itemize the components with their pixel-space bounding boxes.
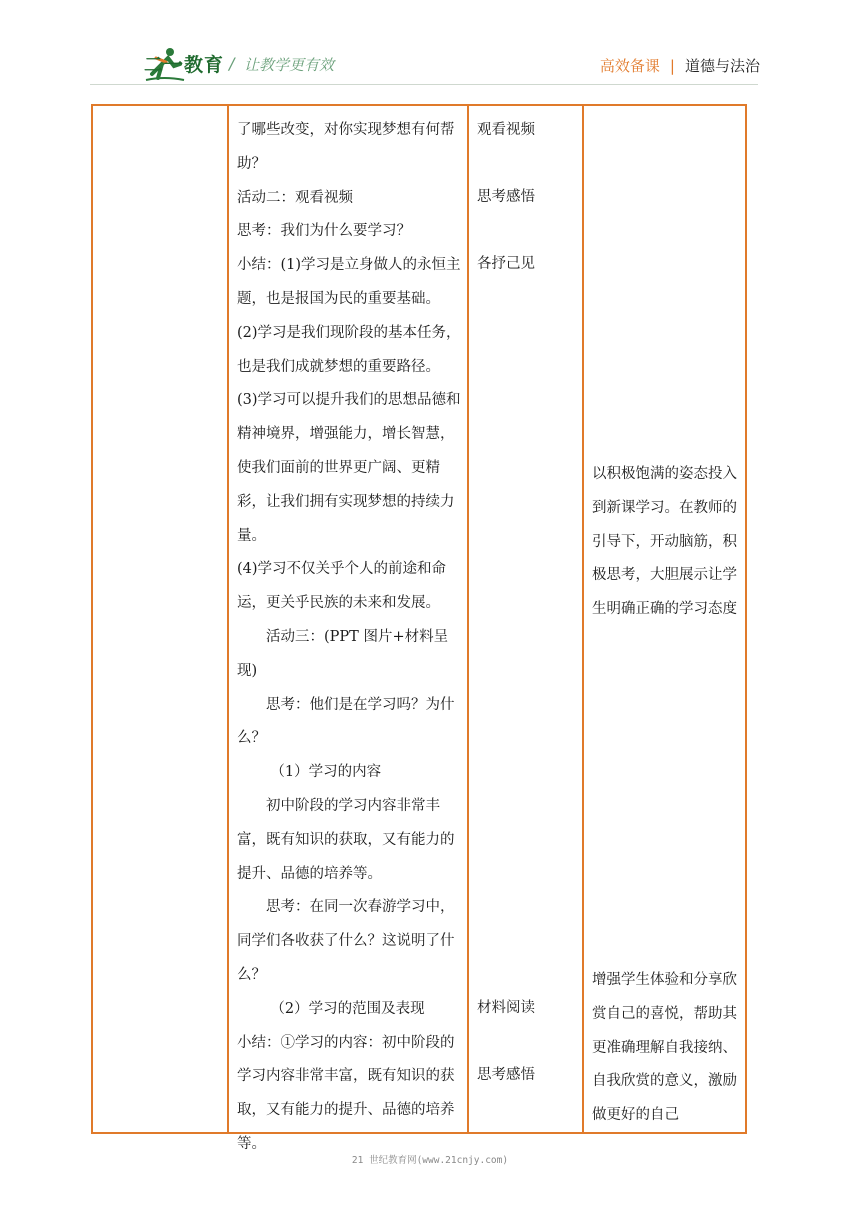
- content-paragraph: (3)学习可以提升我们的思想品德和精神境界，增强能力，增长智慧，使我们面前的世界更广阔、更精彩，让我们拥有实现梦想的持续力量。: [237, 392, 461, 544]
- content-paragraph: 思考：他们是在学习吗？为什么？: [237, 696, 455, 747]
- category-separator: |: [669, 57, 675, 75]
- activity-label: 思考感悟: [477, 189, 535, 205]
- content-paragraph: (4)学习不仅关乎个人的前途和命运，更关乎民族的未来和发展。: [237, 561, 447, 612]
- page-footer: 21 世纪教育网(www.21cnjy.com): [351, 1155, 509, 1166]
- activity-label: 思考感悟: [477, 1067, 535, 1083]
- content-paragraph: 初中阶段的学习内容非常丰富，既有知识的获取，又有能力的提升、品德的培养等。: [237, 797, 455, 882]
- content-paragraph: 活动三：(PPT 图片+材料呈现): [237, 628, 449, 679]
- content-paragraph: 小结：(1)学习是立身做人的永恒主题，也是报国为民的重要基础。: [237, 257, 461, 307]
- student-activity-column: [469, 106, 584, 1132]
- header-category: [600, 55, 760, 76]
- content-paragraph: 思考：在同一次春游学习中，同学们各收获了什么？这说明了什么？: [237, 899, 455, 983]
- design-intent-column: [584, 106, 745, 1132]
- lesson-table: [91, 104, 747, 1152]
- activity-label: 观看视频: [477, 122, 535, 138]
- logo-text: 二一教育: [144, 54, 225, 76]
- activity-label: 材料阅读: [477, 1000, 535, 1016]
- content-paragraph: 思考：我们为什么要学习？: [237, 223, 411, 240]
- content-paragraph: 了哪些改变，对你实现梦想有何帮助？: [237, 122, 455, 172]
- slogan: 让教学更有效: [244, 56, 335, 74]
- slogan-divider: /: [229, 54, 235, 73]
- activity-label: 各抒己见: [477, 256, 535, 272]
- content-column: [229, 106, 469, 1152]
- design-intent-note: 以积极饱满的姿态投入到新课学习。在教师的引导下，开动脑筋，积极思考，大胆展示让学生明确正确的学习态度: [592, 466, 737, 618]
- content-paragraph: （2）学习的范围及表现: [270, 1000, 425, 1017]
- page-header: [0, 0, 860, 100]
- design-intent-note: 增强学生体验和分享欣赏自己的喜悦，帮助其更准确理解自我接纳、自我欣赏的意义，激励做更好的自己: [592, 972, 737, 1124]
- content-paragraph: （1）学习的内容: [270, 764, 382, 781]
- header-rule: [90, 84, 758, 85]
- category-label: 高效备课: [599, 57, 660, 75]
- content-paragraph: 小结：①学习的内容：初中阶段的学习内容非常丰富，既有知识的获取，又有能力的提升、品德的培养等。: [237, 1034, 455, 1152]
- stage-column: [93, 106, 229, 1132]
- content-paragraph: (2)学习是我们现阶段的基本任务，也是我们成就梦想的重要路径。: [237, 324, 461, 375]
- subject-label: 道德与法治: [684, 57, 760, 75]
- content-paragraph: 活动二：观看视频: [237, 189, 353, 206]
